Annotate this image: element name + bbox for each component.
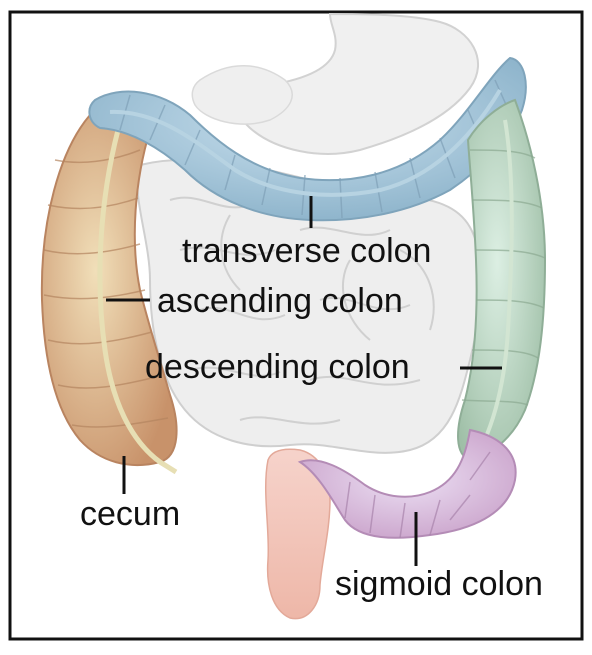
ascending-colon-label: ascending colon [157,282,403,320]
descending-colon-label: descending colon [145,348,410,386]
sigmoid-colon-label: sigmoid colon [335,565,543,603]
cecum-label: cecum [80,495,181,533]
transverse-colon-label: transverse colon [182,232,432,270]
